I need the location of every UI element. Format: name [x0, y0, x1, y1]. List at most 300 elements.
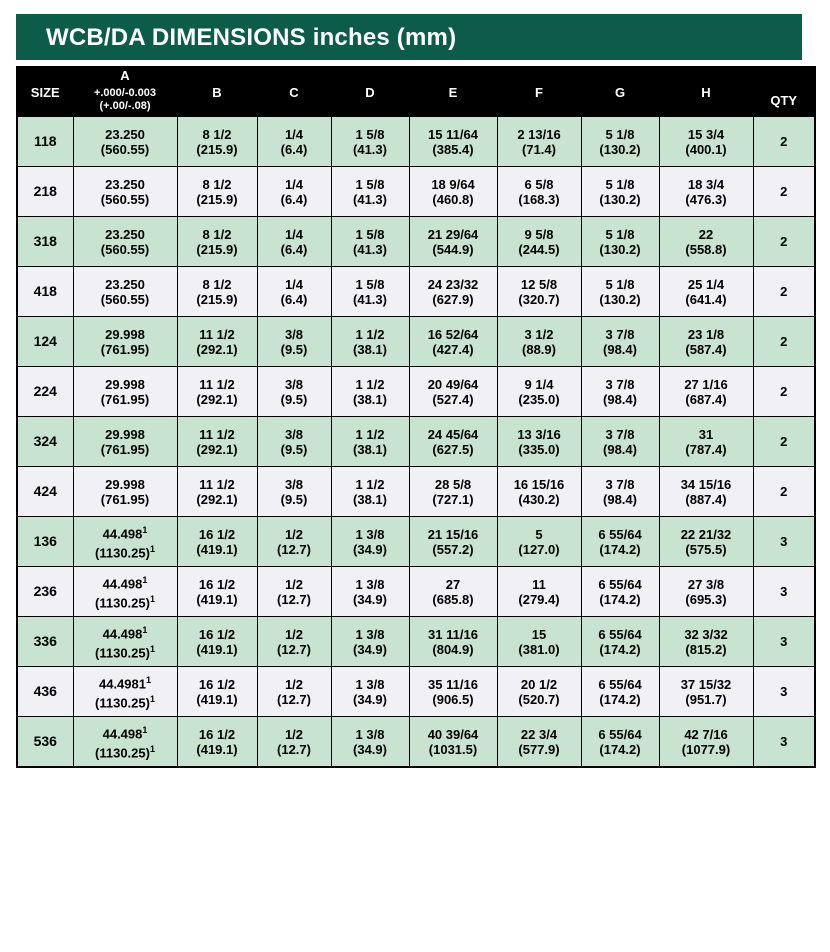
cell-c-mm: (9.5): [280, 391, 308, 407]
cell-g-mm: (174.2): [599, 541, 641, 557]
cell-g: [581, 267, 659, 317]
cell-h-mm: (400.1): [685, 141, 727, 157]
cell-c: [257, 317, 331, 367]
cell-g-inches: 5 1/8: [605, 176, 635, 192]
table-title: WCB/DA DIMENSIONS inches (mm): [16, 14, 802, 60]
cell-f-inches: 15: [531, 626, 547, 642]
cell-h: [659, 167, 753, 217]
cell-e: [409, 167, 497, 217]
cell-c-inches: 1/4: [284, 176, 304, 192]
cell-d: [331, 667, 409, 717]
cell-f-inches: 9 1/4: [524, 376, 554, 392]
cell-b-inches: 8 1/2: [202, 226, 232, 242]
cell-h-mm: (815.2): [685, 641, 727, 657]
cell-c-mm: (6.4): [280, 241, 308, 257]
cell-f-inches: 3 1/2: [524, 326, 554, 342]
cell-g-inches: 6 55/64: [598, 726, 642, 742]
cell-g-mm: (98.4): [603, 391, 637, 407]
cell-f: [497, 667, 581, 717]
cell-h-inches: 22 21/32: [680, 526, 732, 542]
cell-a: [73, 417, 177, 467]
cell-b-inches: 16 1/2: [198, 576, 236, 592]
cell-b-mm: (292.1): [196, 341, 238, 357]
cell-a: [73, 267, 177, 317]
cell-e-mm: (544.9): [432, 241, 474, 257]
cell-b-mm: (419.1): [196, 741, 238, 757]
cell-e-mm: (1031.5): [428, 741, 478, 757]
cell-f-inches: 5: [535, 526, 543, 542]
cell-c-mm: (12.7): [277, 591, 311, 607]
cell-f: [497, 267, 581, 317]
cell-h-inches: 18 3/4: [687, 176, 725, 192]
cell-e-mm: (685.8): [432, 591, 474, 607]
cell-f: [497, 517, 581, 567]
cell-size: 424: [17, 467, 73, 517]
cell-a-mm: $(1130.25)^1$: [95, 593, 155, 610]
cell-e-inches: 20 49/64: [427, 376, 479, 392]
cell-h-mm: (641.4): [685, 291, 727, 307]
cell-d: [331, 167, 409, 217]
cell-c: [257, 367, 331, 417]
cell-f: [497, 117, 581, 167]
cell-a-mm: (560.55): [100, 191, 150, 207]
cell-e: [409, 317, 497, 367]
cell-h: [659, 467, 753, 517]
cell-b-inches: 8 1/2: [202, 126, 232, 142]
cell-c-inches: 1/2: [284, 576, 304, 592]
header-spacer: [753, 67, 815, 84]
cell-b: [177, 267, 257, 317]
tolerance-line-1: +.000/-0.003: [93, 87, 157, 99]
cell-f: [497, 717, 581, 768]
cell-h: [659, 367, 753, 417]
cell-g: [581, 667, 659, 717]
cell-h-mm: (687.4): [685, 391, 727, 407]
table-row: [17, 267, 815, 317]
cell-f-mm: (381.0): [518, 641, 560, 657]
cell-g: [581, 467, 659, 517]
cell-size: 236: [17, 567, 73, 617]
cell-e: [409, 217, 497, 267]
cell-e-mm: (727.1): [432, 491, 474, 507]
cell-f-mm: (168.3): [518, 191, 560, 207]
cell-c: [257, 717, 331, 768]
cell-h-inches: 31: [698, 426, 714, 442]
cell-d-inches: 1 3/8: [355, 576, 385, 592]
cell-h-mm: (1077.9): [681, 741, 731, 757]
cell-h: [659, 567, 753, 617]
header-row-labels: [17, 67, 815, 84]
cell-c: [257, 217, 331, 267]
cell-a: [73, 717, 177, 768]
cell-g-inches: 6 55/64: [598, 526, 642, 542]
cell-e-inches: 16 52/64: [427, 326, 479, 342]
cell-h-inches: 42 7/16: [684, 726, 728, 742]
cell-a: [73, 467, 177, 517]
cell-b-mm: (292.1): [196, 441, 238, 457]
cell-f-inches: 6 5/8: [524, 176, 554, 192]
cell-e-mm: (385.4): [432, 141, 474, 157]
cell-d-mm: (34.9): [353, 641, 387, 657]
cell-d-inches: 1 1/2: [355, 426, 385, 442]
cell-h-mm: (787.4): [685, 441, 727, 457]
cell-e: [409, 517, 497, 567]
cell-g: [581, 167, 659, 217]
cell-c: [257, 617, 331, 667]
cell-e-inches: 40 39/64: [427, 726, 479, 742]
cell-d-inches: 1 3/8: [355, 726, 385, 742]
cell-e: [409, 567, 497, 617]
cell-d-inches: 1 1/2: [355, 376, 385, 392]
cell-g-mm: (130.2): [599, 291, 641, 307]
cell-c-inches: 1/4: [284, 126, 304, 142]
column-header-a: A: [73, 67, 177, 84]
cell-a-mm: $(1130.25)^1$: [95, 643, 155, 660]
cell-g-mm: (174.2): [599, 741, 641, 757]
cell-e-inches: 35 11/16: [428, 676, 478, 692]
cell-b-mm: (419.1): [196, 641, 238, 657]
column-header-d: D: [331, 67, 409, 117]
cell-f-inches: 12 5/8: [520, 276, 558, 292]
cell-qty: 2: [753, 267, 815, 317]
cell-b: [177, 667, 257, 717]
cell-d-mm: (34.9): [353, 541, 387, 557]
cell-c-inches: 1/2: [284, 726, 304, 742]
cell-c: [257, 167, 331, 217]
cell-a-inches: 29.998: [105, 376, 145, 392]
cell-h-inches: 37 15/32: [680, 676, 732, 692]
cell-f: [497, 617, 581, 667]
cell-size: 318: [17, 217, 73, 267]
cell-b-inches: 8 1/2: [202, 276, 232, 292]
cell-b-mm: (419.1): [196, 691, 238, 707]
cell-e-inches: 27: [445, 576, 461, 592]
cell-c-inches: 3/8: [284, 426, 304, 442]
cell-e-inches: 21 15/16: [427, 526, 479, 542]
cell-c-inches: 1/2: [284, 676, 304, 692]
cell-a-inches: 44.498$^1$: [102, 725, 148, 742]
cell-f-inches: 9 5/8: [524, 226, 554, 242]
cell-g-mm: (130.2): [599, 191, 641, 207]
cell-b: [177, 367, 257, 417]
cell-f-inches: 13 3/16: [517, 426, 561, 442]
cell-h-inches: 23 1/8: [687, 326, 725, 342]
cell-d-mm: (41.3): [353, 291, 387, 307]
cell-c-inches: 1/2: [284, 526, 304, 542]
cell-e: [409, 367, 497, 417]
cell-qty: 2: [753, 317, 815, 367]
cell-f-mm: (335.0): [518, 441, 560, 457]
cell-h-mm: (951.7): [685, 691, 727, 707]
cell-h: [659, 667, 753, 717]
cell-f-inches: 2 13/16: [517, 126, 561, 142]
cell-d: [331, 267, 409, 317]
cell-b-mm: (215.9): [196, 291, 238, 307]
cell-size: 418: [17, 267, 73, 317]
cell-a-inches: 23.250: [105, 176, 145, 192]
cell-size: 218: [17, 167, 73, 217]
cell-c-inches: 3/8: [284, 326, 304, 342]
cell-size: 118: [17, 117, 73, 167]
column-a-tolerance: [73, 84, 177, 117]
cell-d-mm: (38.1): [353, 491, 387, 507]
cell-size: 436: [17, 667, 73, 717]
cell-g: [581, 717, 659, 768]
cell-b-mm: (292.1): [196, 491, 238, 507]
cell-c-mm: (12.7): [277, 541, 311, 557]
cell-a: [73, 117, 177, 167]
cell-d-mm: (41.3): [353, 141, 387, 157]
cell-g-mm: (174.2): [599, 591, 641, 607]
cell-d-mm: (38.1): [353, 391, 387, 407]
cell-b-inches: 8 1/2: [202, 176, 232, 192]
cell-d: [331, 717, 409, 768]
cell-d: [331, 367, 409, 417]
cell-e-inches: 31 11/16: [428, 626, 478, 642]
cell-f: [497, 167, 581, 217]
cell-g-mm: (130.2): [599, 141, 641, 157]
cell-f: [497, 567, 581, 617]
cell-h-inches: 22: [698, 226, 714, 242]
cell-qty: 2: [753, 167, 815, 217]
cell-qty: 3: [753, 717, 815, 768]
cell-b: [177, 467, 257, 517]
cell-d-mm: (34.9): [353, 591, 387, 607]
column-header-f: F: [497, 67, 581, 117]
cell-e-mm: (906.5): [432, 691, 474, 707]
cell-g-inches: 5 1/8: [605, 126, 635, 142]
cell-d: [331, 317, 409, 367]
cell-a-inches: 29.998: [105, 426, 145, 442]
cell-a: [73, 667, 177, 717]
cell-a-inches: 29.998: [105, 476, 145, 492]
cell-e-inches: 24 23/32: [427, 276, 479, 292]
cell-c: [257, 667, 331, 717]
cell-d: [331, 467, 409, 517]
table-row: [17, 167, 815, 217]
cell-d-mm: (38.1): [353, 441, 387, 457]
cell-b: [177, 417, 257, 467]
cell-d: [331, 517, 409, 567]
cell-b-mm: (215.9): [196, 241, 238, 257]
cell-e-mm: (527.4): [432, 391, 474, 407]
cell-g: [581, 417, 659, 467]
cell-h: [659, 717, 753, 768]
cell-d-mm: (34.9): [353, 691, 387, 707]
cell-f: [497, 317, 581, 367]
column-header-b: B: [177, 67, 257, 117]
cell-h-inches: 27 3/8: [687, 576, 725, 592]
cell-c: [257, 417, 331, 467]
dimensions-table: [16, 66, 816, 768]
cell-d-inches: 1 5/8: [355, 276, 385, 292]
cell-c: [257, 467, 331, 517]
cell-c-mm: (9.5): [280, 491, 308, 507]
cell-b-inches: 16 1/2: [198, 626, 236, 642]
column-header-h: H: [659, 67, 753, 117]
cell-a-inches: 44.4981$^1$: [98, 675, 151, 692]
cell-h-mm: (587.4): [685, 341, 727, 357]
cell-b: [177, 617, 257, 667]
cell-e: [409, 717, 497, 768]
cell-b-mm: (419.1): [196, 591, 238, 607]
cell-e-inches: 24 45/64: [427, 426, 479, 442]
cell-g: [581, 517, 659, 567]
cell-a-inches: 23.250: [105, 126, 145, 142]
cell-g: [581, 317, 659, 367]
cell-d-inches: 1 5/8: [355, 126, 385, 142]
cell-c-inches: 1/2: [284, 626, 304, 642]
cell-b-mm: (215.9): [196, 141, 238, 157]
cell-a: [73, 217, 177, 267]
cell-f-mm: (320.7): [518, 291, 560, 307]
cell-c-mm: (6.4): [280, 291, 308, 307]
cell-h-mm: (575.5): [685, 541, 727, 557]
table-header: [17, 67, 815, 117]
cell-d-inches: 1 5/8: [355, 226, 385, 242]
column-header-g: G: [581, 67, 659, 117]
table-row: [17, 117, 815, 167]
cell-g: [581, 367, 659, 417]
cell-g-mm: (98.4): [603, 441, 637, 457]
cell-g-inches: 3 7/8: [605, 426, 635, 442]
cell-g-inches: 6 55/64: [598, 676, 642, 692]
cell-qty: 3: [753, 617, 815, 667]
cell-e: [409, 617, 497, 667]
table-row: [17, 417, 815, 467]
cell-f-inches: 20 1/2: [520, 676, 558, 692]
cell-f-mm: (430.2): [518, 491, 560, 507]
cell-h: [659, 317, 753, 367]
cell-h-inches: 32 3/32: [684, 626, 728, 642]
cell-b: [177, 117, 257, 167]
cell-a: [73, 517, 177, 567]
cell-a: [73, 617, 177, 667]
cell-a-mm: $(1130.25)^1$: [95, 743, 155, 760]
cell-h-mm: (695.3): [685, 591, 727, 607]
cell-size: 336: [17, 617, 73, 667]
cell-h-mm: (887.4): [685, 491, 727, 507]
cell-c: [257, 117, 331, 167]
table-row: [17, 317, 815, 367]
cell-f-inches: 22 3/4: [520, 726, 558, 742]
cell-h-inches: 25 1/4: [687, 276, 725, 292]
cell-a-inches: 44.498$^1$: [102, 625, 148, 642]
cell-c-mm: (12.7): [277, 691, 311, 707]
cell-g-mm: (98.4): [603, 491, 637, 507]
cell-h-inches: 27 1/16: [684, 376, 728, 392]
cell-e: [409, 417, 497, 467]
cell-a: [73, 567, 177, 617]
table-row: [17, 617, 815, 667]
table-row: [17, 667, 815, 717]
cell-f: [497, 467, 581, 517]
column-header-e: E: [409, 67, 497, 117]
cell-size: 536: [17, 717, 73, 768]
cell-g-mm: (174.2): [599, 641, 641, 657]
cell-a-inches: 44.498$^1$: [102, 575, 148, 592]
cell-e-mm: (557.2): [432, 541, 474, 557]
cell-g: [581, 217, 659, 267]
cell-a-inches: 44.498$^1$: [102, 525, 148, 542]
table-row: [17, 717, 815, 768]
cell-d-inches: 1 5/8: [355, 176, 385, 192]
cell-qty: 2: [753, 117, 815, 167]
cell-h: [659, 217, 753, 267]
cell-c-mm: (12.7): [277, 641, 311, 657]
cell-a-mm: (560.55): [100, 141, 150, 157]
cell-g-inches: 3 7/8: [605, 326, 635, 342]
cell-e-inches: 21 29/64: [427, 226, 479, 242]
cell-g-inches: 6 55/64: [598, 626, 642, 642]
cell-b-inches: 11 1/2: [199, 426, 235, 442]
cell-qty: 2: [753, 217, 815, 267]
cell-e-mm: (627.5): [432, 441, 474, 457]
cell-g-inches: 3 7/8: [605, 476, 635, 492]
cell-f-mm: (244.5): [518, 241, 560, 257]
cell-e: [409, 667, 497, 717]
cell-h-mm: (476.3): [685, 191, 727, 207]
cell-e-mm: (460.8): [432, 191, 474, 207]
cell-c-mm: (6.4): [280, 191, 308, 207]
cell-f: [497, 367, 581, 417]
cell-b: [177, 167, 257, 217]
cell-c-mm: (9.5): [280, 341, 308, 357]
cell-size: 224: [17, 367, 73, 417]
cell-f-mm: (577.9): [518, 741, 560, 757]
cell-e: [409, 467, 497, 517]
cell-e: [409, 117, 497, 167]
cell-h-mm: (558.8): [685, 241, 727, 257]
cell-c: [257, 517, 331, 567]
cell-d-mm: (38.1): [353, 341, 387, 357]
cell-b: [177, 567, 257, 617]
cell-a-inches: 29.998: [105, 326, 145, 342]
cell-e-inches: 28 5/8: [434, 476, 472, 492]
tolerance-line-2: (+.00/-.08): [99, 100, 151, 112]
cell-f-mm: (127.0): [518, 541, 560, 557]
cell-b-inches: 11 1/2: [199, 326, 235, 342]
cell-c-inches: 3/8: [284, 376, 304, 392]
table-body: [17, 117, 815, 768]
cell-c-mm: (12.7): [277, 741, 311, 757]
cell-a-mm: $(1130.25)^1$: [95, 693, 155, 710]
cell-b: [177, 317, 257, 367]
cell-f-mm: (235.0): [518, 391, 560, 407]
cell-g-inches: 3 7/8: [605, 376, 635, 392]
cell-a: [73, 167, 177, 217]
cell-g: [581, 567, 659, 617]
column-header-c: C: [257, 67, 331, 117]
cell-g: [581, 617, 659, 667]
cell-h-inches: 15 3/4: [687, 126, 725, 142]
cell-h: [659, 417, 753, 467]
table-row: [17, 367, 815, 417]
cell-d: [331, 617, 409, 667]
cell-d-inches: 1 3/8: [355, 676, 385, 692]
cell-b-mm: (215.9): [196, 191, 238, 207]
cell-f: [497, 217, 581, 267]
cell-g-inches: 5 1/8: [605, 276, 635, 292]
cell-c-mm: (6.4): [280, 141, 308, 157]
cell-c: [257, 567, 331, 617]
cell-d-inches: 1 1/2: [355, 476, 385, 492]
cell-qty: 3: [753, 667, 815, 717]
cell-d-inches: 1 3/8: [355, 526, 385, 542]
cell-d-mm: (34.9): [353, 741, 387, 757]
cell-a-mm: $(1130.25)^1$: [95, 543, 155, 560]
table-row: [17, 217, 815, 267]
